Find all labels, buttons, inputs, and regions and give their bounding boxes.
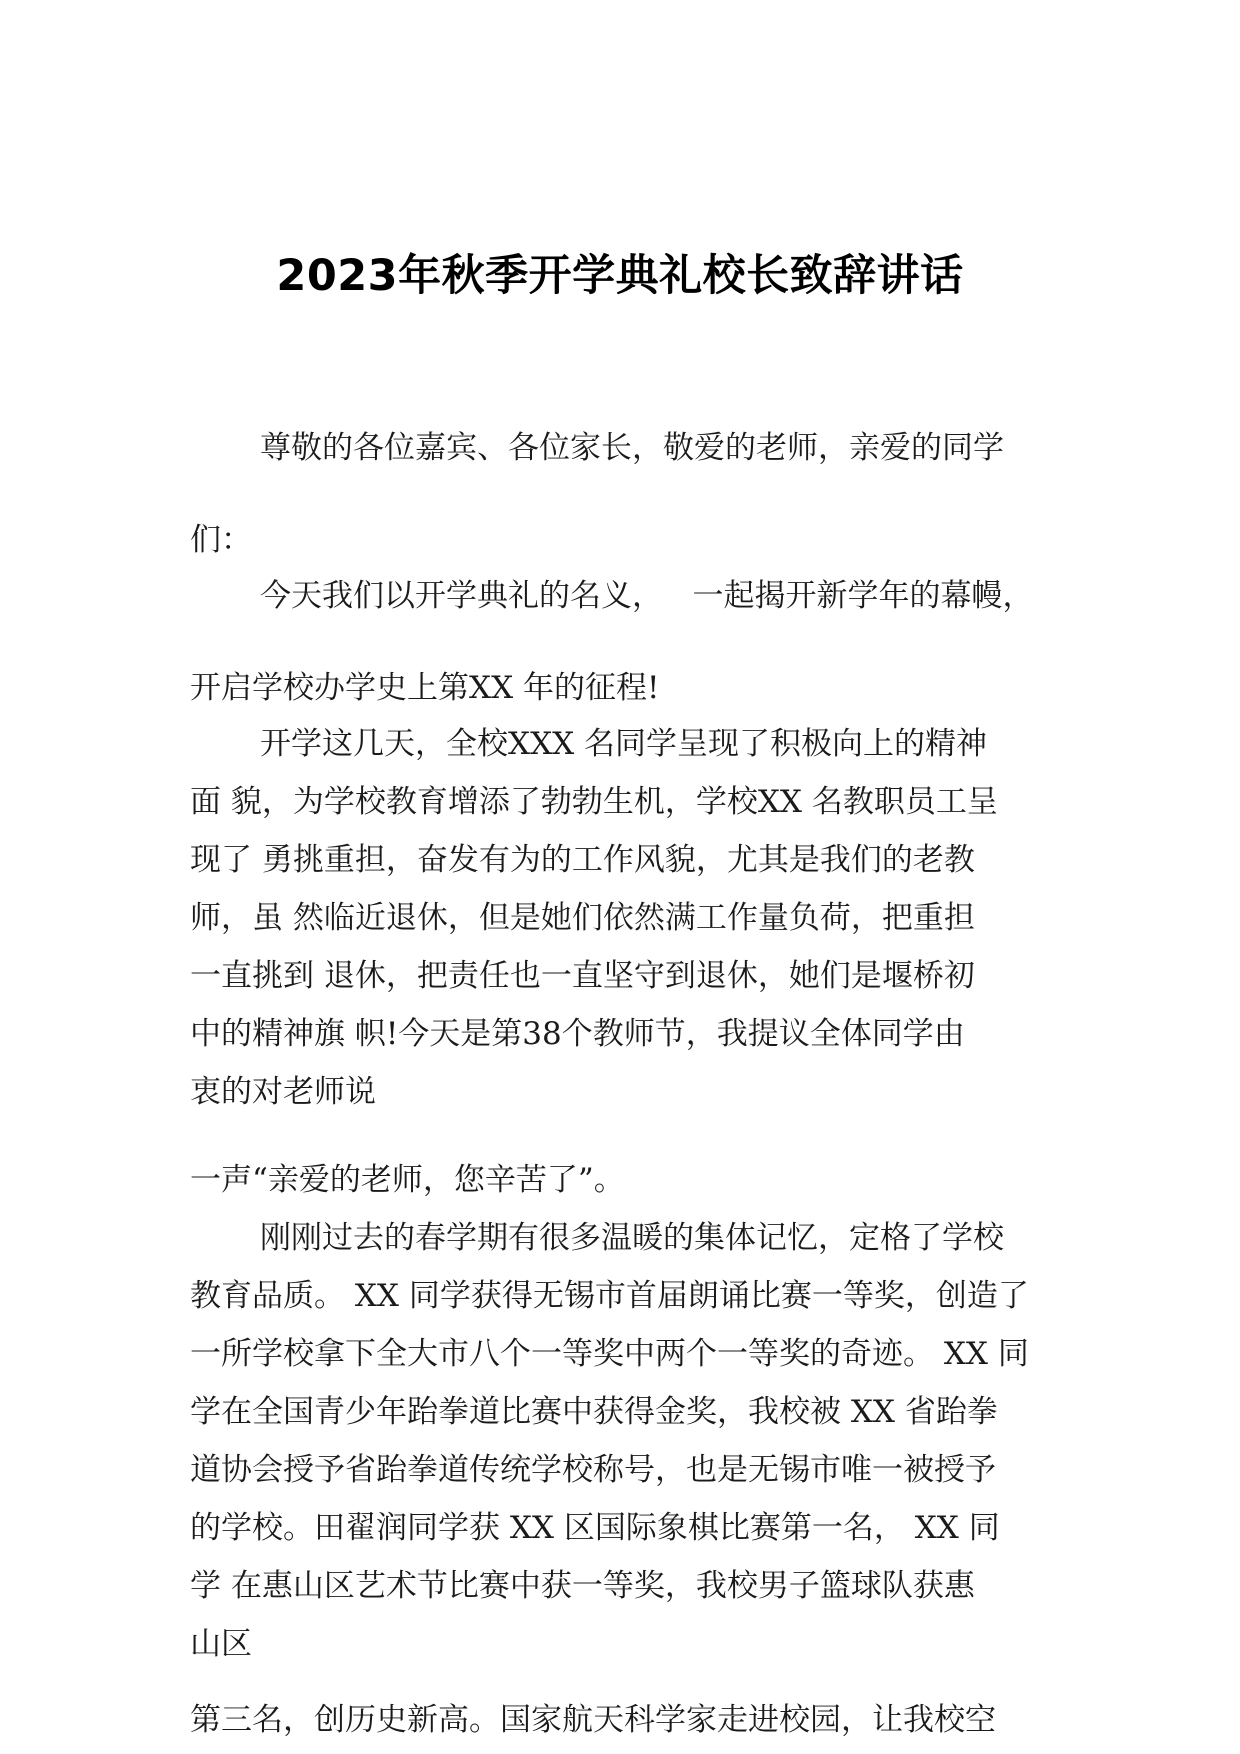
paragraph-line: 的学校。田翟润同学获 XX 区国际象棋比赛第一名， XX 同: [190, 1510, 1000, 1546]
paragraph-line: 第三名，创历史新高。国家航天科学家走进校园，让我校空: [190, 1702, 996, 1738]
paragraph-line: 开启学校办学史上第XX 年的征程!: [190, 670, 660, 706]
paragraph-line: 一声“亲爱的老师，您辛苦了”。: [190, 1162, 625, 1198]
paragraph-line: 中的精神旗 帜!今天是第38个教师节，我提议全体同学由: [190, 1016, 965, 1052]
paragraph-line: 学在全国青少年跆拳道比赛中获得金奖，我校被 XX 省跆拳: [190, 1394, 998, 1430]
paragraph-line: 现了 勇挑重担，奋发有为的工作风貌，尤其是我们的老教: [190, 842, 975, 878]
paragraph-line: 一所学校拿下全大市八个一等奖中两个一等奖的奇迹。 XX 同: [190, 1336, 1029, 1372]
paragraph-line: 今天我们以开学典礼的名义， 一起揭开新学年的幕幔，: [260, 578, 1034, 614]
paragraph-line: 师，虽 然临近退休，但是她们依然满工作量负荷，把重担: [190, 900, 975, 936]
paragraph-line: 教育品质。 XX 同学获得无锡市首届朗诵比赛一等奖，创造了: [190, 1278, 1029, 1314]
paragraph-line: 一直挑到 退休，把责任也一直坚守到退休，她们是堰桥初: [190, 958, 975, 994]
paragraph-line: 面 貌，为学校教育增添了勃勃生机，学校XX 名教职员工呈: [190, 784, 998, 820]
document-title: 2023年秋季开学典礼校长致辞讲话: [276, 251, 964, 301]
paragraph-line: 衷的对老师说: [190, 1074, 376, 1110]
paragraph-line: 尊敬的各位嘉宾、各位家长，敬爱的老师，亲爱的同学: [260, 430, 1004, 466]
paragraph-line: 道协会授予省跆拳道传统学校称号，也是无锡市唯一被授予: [190, 1452, 996, 1488]
paragraph-line: 山区: [190, 1626, 252, 1662]
paragraph-line: 们：: [190, 522, 252, 558]
paragraph-line: 刚刚过去的春学期有很多温暖的集体记忆，定格了学校: [260, 1220, 1004, 1256]
paragraph-line: 学 在惠山区艺术节比赛中获一等奖，我校男子篮球队获惠: [190, 1568, 975, 1604]
paragraph-line: 开学这几天，全校XXX 名同学呈现了积极向上的精神: [260, 726, 988, 762]
